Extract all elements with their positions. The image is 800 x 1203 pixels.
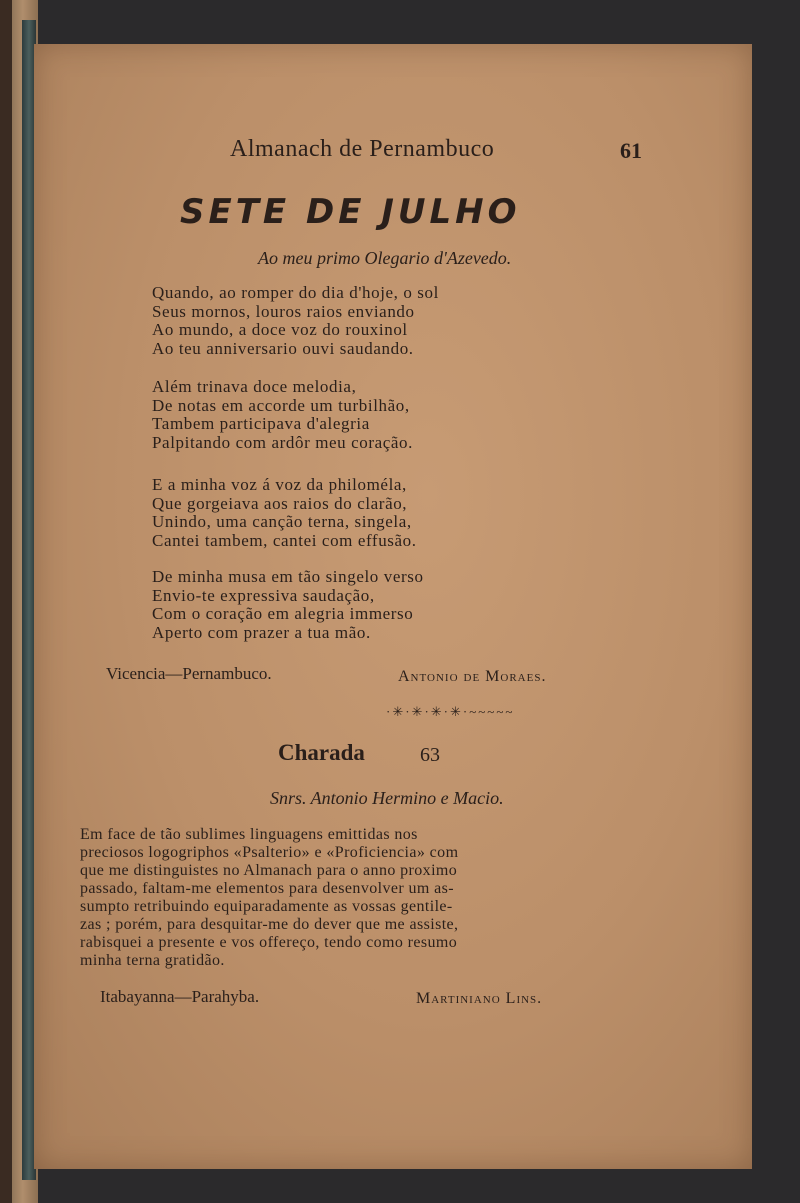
verse-line: Quando, ao romper do dia d'hoje, o sol [152, 283, 439, 302]
prose-line: Em face de tão sublimes linguagens emittidas nos [80, 826, 418, 843]
verse-line: Ao mundo, a doce voz do rouxinol [152, 320, 408, 339]
prose-line: minha terna gratidão. [80, 952, 225, 969]
prose-line: rabisquei a presente e vos offereço, tendo como resumo [80, 934, 458, 951]
verse-line: De notas em accorde um turbilhão, [152, 395, 410, 415]
verse-line: Cantei tambem, cantei com effusão. [152, 530, 417, 550]
prose-line: passado, faltam-me elementos para desenvolver um as- [80, 880, 455, 897]
verse-line: Com o coração em alegria immerso [152, 604, 414, 623]
verse-line: Unindo, uma canção terna, singela, [152, 512, 412, 531]
charada-text [80, 826, 660, 970]
verse-line: Que gorgeiava aos raios do clarão, [152, 493, 408, 513]
page-number: 61 [620, 138, 642, 163]
prose-line: preciosos logogriphos «Psalterio» e «Proficiencia» com [80, 844, 459, 861]
stanza-3 [152, 476, 417, 550]
poem-dedication: Ao meu primo Olegario d'Azevedo. [258, 248, 512, 268]
verse-line: Ao teu anniversario ouvi saudando. [152, 338, 414, 358]
poem-author: Antonio de Moraes. [398, 668, 547, 685]
book-page [34, 44, 752, 1169]
verse-line: Palpitando com ardôr meu coração. [152, 432, 414, 452]
verse-line: Envio-te expressiva saudação, [152, 585, 375, 605]
verse-line: Seus mornos, louros raios enviando [152, 301, 415, 321]
book-cover-edge [0, 0, 12, 1203]
ornament-divider: ·✳·✳·✳·✳·~~~~~ [386, 704, 515, 719]
verse-line: De minha musa em tão singelo verso [152, 567, 424, 586]
verse-line: Além trinava doce melodia, [152, 377, 357, 396]
verse-line: Aperto com prazer a tua mão. [152, 622, 371, 642]
prose-line: zas ; porém, para desquitar-me do dever que me assiste, [80, 916, 459, 933]
poem-title: SETE DE JULHO [180, 192, 521, 232]
running-head: Almanach de Pernambuco [230, 136, 495, 162]
charada-title: Charada [278, 740, 365, 765]
stanza-2 [152, 378, 413, 452]
charada-number: 63 [420, 744, 440, 766]
prose-line: que me distinguistes no Almanach para o anno proximo [80, 862, 458, 879]
verse-line: Tambem participava d'alegria [152, 414, 370, 433]
verse-line: E a minha voz á voz da philoméla, [152, 475, 407, 494]
stanza-4 [152, 568, 424, 642]
charada-place: Itabayanna—Parahyba. [100, 987, 260, 1006]
prose-line: sumpto retribuindo equiparadamente as vossas gentile- [80, 898, 453, 915]
charada-author: Martiniano Lins. [416, 990, 543, 1007]
stanza-1 [152, 284, 439, 358]
charada-addressee: Snrs. Antonio Hermino e Macio. [270, 788, 504, 808]
poem-place: Vicencia—Pernambuco. [106, 664, 272, 683]
